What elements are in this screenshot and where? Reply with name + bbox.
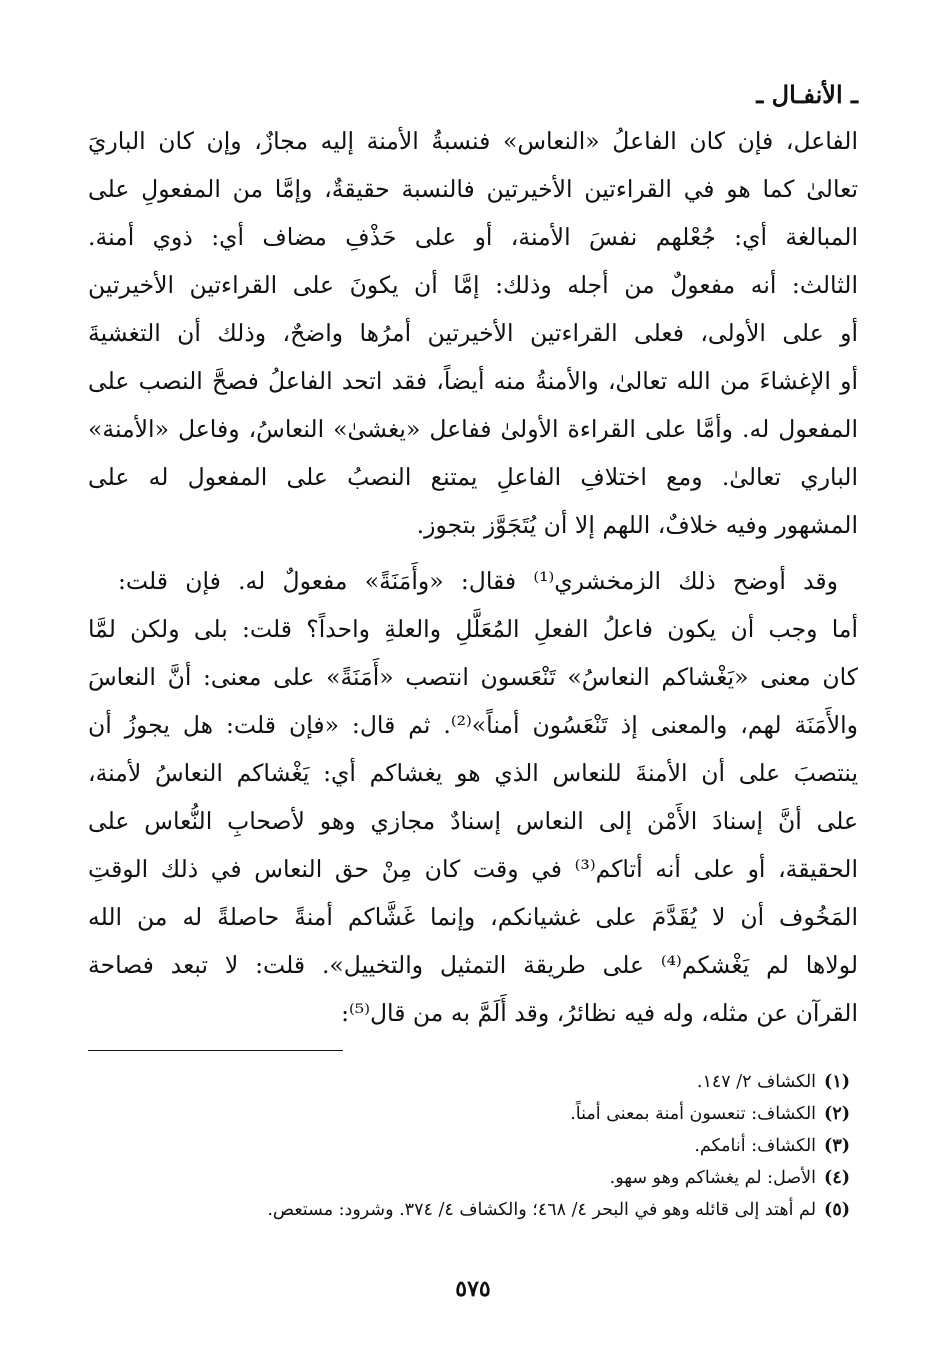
footnote-number: (٣) bbox=[824, 1136, 850, 1156]
footnote-text: الأصل: لم يغشاكم وهو سهو. bbox=[609, 1168, 817, 1188]
footnote-text: الكشاف: تنعسون أمنة بمعنى أمناً. bbox=[570, 1104, 817, 1124]
body-line: المَخُوف أن لا يُقَدَّمَ على غشيانكم، وإنما غَشَّاكم أمنةً حاصلةً له من الله bbox=[88, 903, 858, 931]
page-number: ٥٧٥ bbox=[455, 1276, 491, 1302]
footnote bbox=[610, 1168, 850, 1188]
body-line: المشهور وفيه خلافٌ، اللهم إلا أن يُتَجَوَّز بتجوز. bbox=[416, 511, 858, 539]
footnote bbox=[694, 1136, 850, 1156]
body-line: الباري تعالىٰ. ومع اختلافِ الفاعلِ يمتنع النصبُ على المفعول له على bbox=[88, 463, 858, 491]
body-line: ينتصبَ على أن الأمنةَ للنعاس الذي هو يغشاكم أي: يَغْشاكم النعاسُ لأمنة، bbox=[88, 759, 858, 787]
footnote bbox=[697, 1072, 850, 1092]
body-line: لولاها لم يَغْشكم⁽⁴⁾ على طريقة التمثيل والتخييل». قلت: لا تبعد فصاحة bbox=[88, 951, 859, 979]
footnote-number: (٥) bbox=[824, 1200, 850, 1220]
body-line: أو الإغشاءَ من الله تعالىٰ، والأمنةُ منه أيضاً، فقد اتحد الفاعلُ فصحَّ النصب على bbox=[88, 367, 858, 395]
body-line: تعالىٰ كما هو في القراءتين الأخيرتين فالنسبة حقيقةٌ، وإمَّا من المفعولِ على bbox=[88, 175, 858, 203]
body-line: أو على الأولى، فعلى القراءتين الأخيرتين أمرُها واضحٌ، وذلك أن التغشيةَ bbox=[88, 319, 858, 347]
footnote-separator bbox=[88, 1050, 343, 1051]
body-line: القرآن عن مثله، وله فيه نظائرُ، وقد أَلَمَّ به من قال⁽⁵⁾: bbox=[341, 999, 858, 1027]
body-line: كان معنى «يَغْشاكم النعاسُ» تَنْعَسون انتصب «أَمَنَةً» على معنى: أنَّ النعاسَ bbox=[88, 663, 858, 691]
footnote bbox=[267, 1200, 850, 1220]
footnote-text: الكشاف ٢/ ١٤٧. bbox=[696, 1072, 817, 1092]
footnote-text: لم أهتد إلى قائله وهو في البحر ٤/ ٤٦٨؛ والكشاف ٤/ ٣٧٤. وشرود: مستعص. bbox=[267, 1200, 817, 1220]
footnote-number: (١) bbox=[824, 1072, 850, 1092]
body-line: الثالث: أنه مفعولٌ من أجله وذلك: إمَّا أن يكونَ على القراءتين الأخيرتين bbox=[88, 271, 858, 299]
body-line: على أنَّ إسنادَ الأَمْن إلى النعاس إسنادٌ مجازي وهو لأصحابِ النُّعاس على bbox=[88, 807, 858, 835]
footnote-number: (٤) bbox=[824, 1168, 850, 1188]
running-header: ـ الأنفـال ـ bbox=[756, 80, 858, 109]
body-line: وقد أوضح ذلك الزمخشري⁽¹⁾ فقال: «وأَمَنَةً» مفعولٌ له. فإن قلت: bbox=[118, 567, 838, 595]
body-line: المفعول له. وأمَّا على القراءة الأولىٰ ففاعل «يغشىٰ» النعاسُ، وفاعل «الأمنة» bbox=[88, 415, 858, 443]
body-line: الحقيقة، أو على أنه أتاكم⁽³⁾ في وقت كان مِنْ حق النعاس في ذلك الوقتِ bbox=[88, 855, 858, 883]
body-line: أما وجب أن يكون فاعلُ الفعلِ المُعَلَّلِ والعلةِ واحداً؟ قلت: بلى ولكن لمَّا bbox=[88, 615, 858, 643]
footnote bbox=[570, 1104, 850, 1124]
body-line: والأَمَنَة لهم، والمعنى إذ تَنْعَسُون أمناً»⁽²⁾. ثم قال: «فإن قلت: هل يجوزُ أن bbox=[88, 711, 858, 739]
body-line: المبالغة أي: جُعْلهم نفسَ الأمنة، أو على حَذْفِ مضاف أي: ذوي أمنة. bbox=[88, 223, 858, 251]
footnote-number: (٢) bbox=[824, 1104, 850, 1124]
footnote-text: الكشاف: أنامكم. bbox=[694, 1136, 817, 1156]
body-line: الفاعل، فإن كان الفاعلُ «النعاس» فنسبةُ الأمنة إليه مجازٌ، وإن كان الباريَ bbox=[88, 127, 858, 155]
